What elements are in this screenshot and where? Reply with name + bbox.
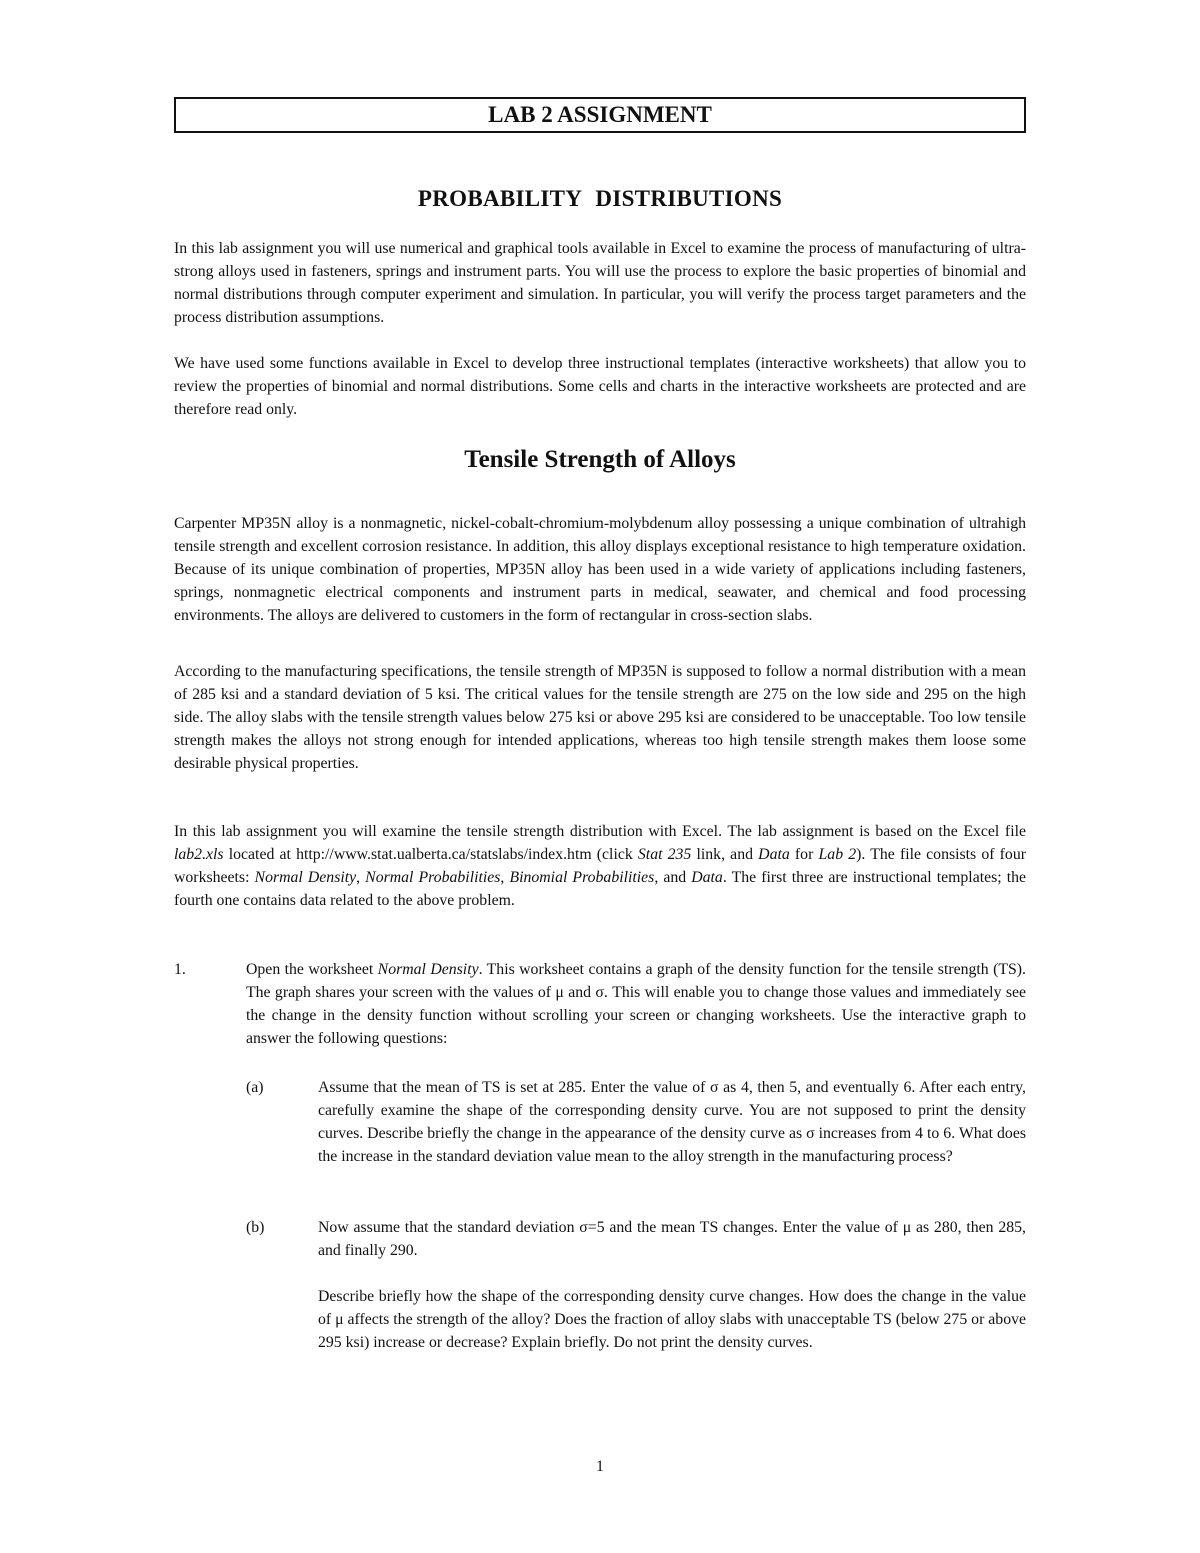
question-1-number: 1. bbox=[174, 961, 186, 978]
stat-link-text: Stat 235 bbox=[637, 846, 692, 863]
data-text: Data bbox=[758, 846, 790, 863]
question-b-text: Now assume that the standard deviation σ=5 and the mean TS changes. Enter the value of μ as 280, then 285, and finally 290. bbox=[318, 1219, 1026, 1259]
text-run: . This worksheet contains a graph of the density function for the tensile strength (TS). The graph shares your screen with the values of μ and σ. This will enable you to change those values and immediately see the change in the density function without scrolling your screen or changing worksheets. Use the interactive graph to answer the following questions: bbox=[246, 961, 1026, 1047]
text-run: for bbox=[789, 846, 819, 863]
text-run: In this lab assignment you will examine the tensile strength distribution with Excel. The lab assignment is based on the Excel file bbox=[174, 823, 1026, 840]
text-run: Open the worksheet bbox=[246, 961, 378, 978]
specification-paragraph: According to the manufacturing specifications, the tensile strength of MP35N is supposed to follow a normal distribution with a mean of 285 ksi and a standard deviation of 5 ksi. The critical values for the tensile strength are 275 on the low side and 295 on the high side. The alloy slabs with the tensile strength values below 275 ksi or above 295 ksi are considered to be unacceptable. Too low tensile strength makes the alloys not strong enough for intended applications, whereas too high tensile strength makes them loose some desirable physical properties. bbox=[174, 663, 1026, 772]
text-run: , and bbox=[654, 869, 692, 886]
alloy-description-paragraph: Carpenter MP35N alloy is a nonmagnetic, nickel-cobalt-chromium-molybdenum alloy possessing a unique combination of ultrahigh tensile strength and excellent corrosion resistance. In addition, this alloy displays exceptional resistance to high temperature oxidation. Because of its unique combination of properties, MP35N alloy has been used in a wide variety of applications including fasteners, springs, nonmagnetic electrical components and instrument parts in medical, seawater, and chemical and food processing environments. The alloys are delivered to customers in the form of rectangular in cross-section slabs. bbox=[174, 515, 1026, 624]
page-number: 1 bbox=[596, 1458, 604, 1475]
text-run: link, and bbox=[691, 846, 759, 863]
lab-title-box: LAB 2 ASSIGNMENT bbox=[174, 97, 1026, 133]
main-heading: PROBABILITY DISTRIBUTIONS bbox=[417, 186, 783, 211]
question-1-text bbox=[246, 958, 1026, 1050]
worksheet-name: Normal Density bbox=[377, 961, 479, 978]
text-run: . The first three are instructional templates; the fourth one contains data related to the above problem. bbox=[174, 869, 1027, 909]
question-b-label: (b) bbox=[246, 1219, 265, 1236]
question-b-followup: Describe briefly how the shape of the corresponding density curve changes. How does the change in the value of μ affects the strength of the alloy? Does the fraction of alloy slabs with unacceptable TS (below 275 or above 295 ksi) increase or decrease? Explain briefly. Do not print the density curves. bbox=[318, 1288, 1026, 1351]
section-heading: Tensile Strength of Alloys bbox=[464, 446, 736, 473]
file-name: lab2.xls bbox=[174, 846, 224, 863]
text-run: , bbox=[356, 869, 366, 886]
worksheet-name: Normal Density bbox=[254, 869, 357, 886]
worksheet-name: Binomial Probabilities bbox=[509, 869, 655, 886]
worksheet-name: Data bbox=[691, 869, 723, 886]
text-run: , bbox=[500, 869, 510, 886]
intro-paragraph-2: We have used some functions available in Excel to develop three instructional templates (interactive worksheets) that allow you to review the properties of binomial and normal distributions. Some cells and charts in the interactive worksheets are protected and are therefore read only. bbox=[174, 355, 1026, 418]
excel-file-paragraph bbox=[174, 820, 1026, 912]
text-run: located at http://www.stat.ualberta.ca/statslabs/index.htm (click bbox=[223, 846, 638, 863]
lab-text: Lab 2 bbox=[818, 846, 857, 863]
worksheet-name: Normal Probabilities bbox=[365, 869, 501, 886]
question-a-text: Assume that the mean of TS is set at 285. Enter the value of σ as 4, then 5, and eventually 6. After each entry, carefully examine the shape of the corresponding density curve. You are not supposed to print the density curves. Describe briefly the change in the appearance of the density curve as σ increases from 4 to 6. What does the increase in the standard deviation value mean to the alloy strength in the manufacturing process? bbox=[318, 1079, 1026, 1165]
intro-paragraph-1: In this lab assignment you will use numerical and graphical tools available in Excel to examine the process of manufacturing of ultra-strong alloys used in fasteners, springs and instrument parts. You will use the process to explore the basic properties of binomial and normal distributions through computer experiment and simulation. In particular, you will verify the process target parameters and the process distribution assumptions. bbox=[174, 240, 1026, 326]
question-a-label: (a) bbox=[246, 1079, 264, 1096]
text-run: ). The file consists of four worksheets: bbox=[174, 846, 1026, 886]
